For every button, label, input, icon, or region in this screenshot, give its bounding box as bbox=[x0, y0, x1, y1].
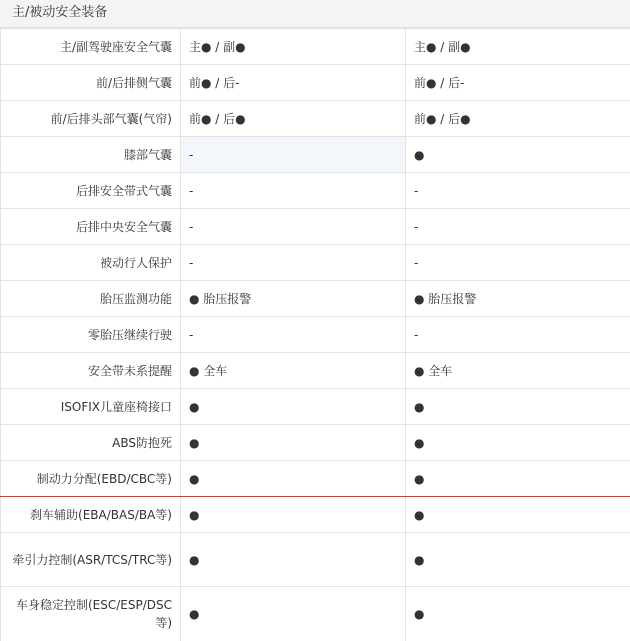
table-row bbox=[1, 587, 630, 641]
value-cell-b: ● bbox=[406, 425, 630, 461]
table-row bbox=[1, 173, 630, 209]
row-label: 胎压监测功能 bbox=[1, 281, 181, 317]
value-cell-a: 前● / 后- bbox=[181, 65, 406, 101]
value-cell-b: - bbox=[406, 173, 630, 209]
value-cell-b: - bbox=[406, 317, 630, 353]
value-cell-b: ● 胎压报警 bbox=[406, 281, 630, 317]
value-cell-a: - bbox=[181, 245, 406, 281]
value-cell-a: ● 胎压报警 bbox=[181, 281, 406, 317]
table-row bbox=[1, 353, 630, 389]
row-label: 主/副驾驶座安全气囊 bbox=[1, 29, 181, 65]
spec-table bbox=[0, 28, 630, 641]
row-label: 前/后排头部气囊(气帘) bbox=[1, 101, 181, 137]
value-cell-b: ● bbox=[406, 533, 630, 587]
table-row bbox=[1, 209, 630, 245]
value-cell-a: - bbox=[181, 209, 406, 245]
value-cell-a: ● bbox=[181, 425, 406, 461]
value-cell-b: - bbox=[406, 245, 630, 281]
value-cell-a: - bbox=[181, 317, 406, 353]
value-cell-a: ● bbox=[181, 497, 406, 533]
table-row bbox=[1, 317, 630, 353]
table-row bbox=[1, 65, 630, 101]
value-cell-b: ● 全车 bbox=[406, 353, 630, 389]
row-label: 牵引力控制(ASR/TCS/TRC等) bbox=[1, 533, 181, 587]
table-row bbox=[1, 281, 630, 317]
row-label: 刹车辅助(EBA/BAS/BA等) bbox=[1, 497, 181, 533]
value-cell-a: ● bbox=[181, 461, 406, 497]
row-label: 被动行人保护 bbox=[1, 245, 181, 281]
row-label: 前/后排侧气囊 bbox=[1, 65, 181, 101]
table-row bbox=[1, 389, 630, 425]
value-cell-b: ● bbox=[406, 587, 630, 641]
row-label: 后排安全带式气囊 bbox=[1, 173, 181, 209]
table-row bbox=[1, 101, 630, 137]
row-label: ABS防抱死 bbox=[1, 425, 181, 461]
value-cell-b: ● bbox=[406, 497, 630, 533]
table-row bbox=[1, 425, 630, 461]
value-cell-b: ● bbox=[406, 137, 630, 173]
section-title: 主/被动安全装备 bbox=[0, 0, 630, 28]
value-cell-a: 前● / 后● bbox=[181, 101, 406, 137]
value-cell-b: ● bbox=[406, 389, 630, 425]
table-row bbox=[1, 461, 630, 497]
row-label: ISOFIX儿童座椅接口 bbox=[1, 389, 181, 425]
table-row bbox=[1, 533, 630, 587]
table-row bbox=[1, 29, 630, 65]
value-cell-b: 主● / 副● bbox=[406, 29, 630, 65]
value-cell-b: 前● / 后● bbox=[406, 101, 630, 137]
row-label: 膝部气囊 bbox=[1, 137, 181, 173]
value-cell-a: ● bbox=[181, 533, 406, 587]
row-label: 安全带未系提醒 bbox=[1, 353, 181, 389]
row-label: 零胎压继续行驶 bbox=[1, 317, 181, 353]
value-cell-b: - bbox=[406, 209, 630, 245]
value-cell-a: - bbox=[181, 137, 406, 173]
value-cell-b: 前● / 后- bbox=[406, 65, 630, 101]
value-cell-a: 主● / 副● bbox=[181, 29, 406, 65]
row-label: 车身稳定控制(ESC/ESP/DSC等) bbox=[1, 587, 181, 641]
row-label: 制动力分配(EBD/CBC等) bbox=[1, 461, 181, 497]
value-cell-a: ● bbox=[181, 587, 406, 641]
value-cell-b: ● bbox=[406, 461, 630, 497]
table-row bbox=[1, 137, 630, 173]
table-row bbox=[1, 497, 630, 533]
row-label: 后排中央安全气囊 bbox=[1, 209, 181, 245]
value-cell-a: - bbox=[181, 173, 406, 209]
value-cell-a: ● bbox=[181, 389, 406, 425]
table-row bbox=[1, 245, 630, 281]
value-cell-a: ● 全车 bbox=[181, 353, 406, 389]
